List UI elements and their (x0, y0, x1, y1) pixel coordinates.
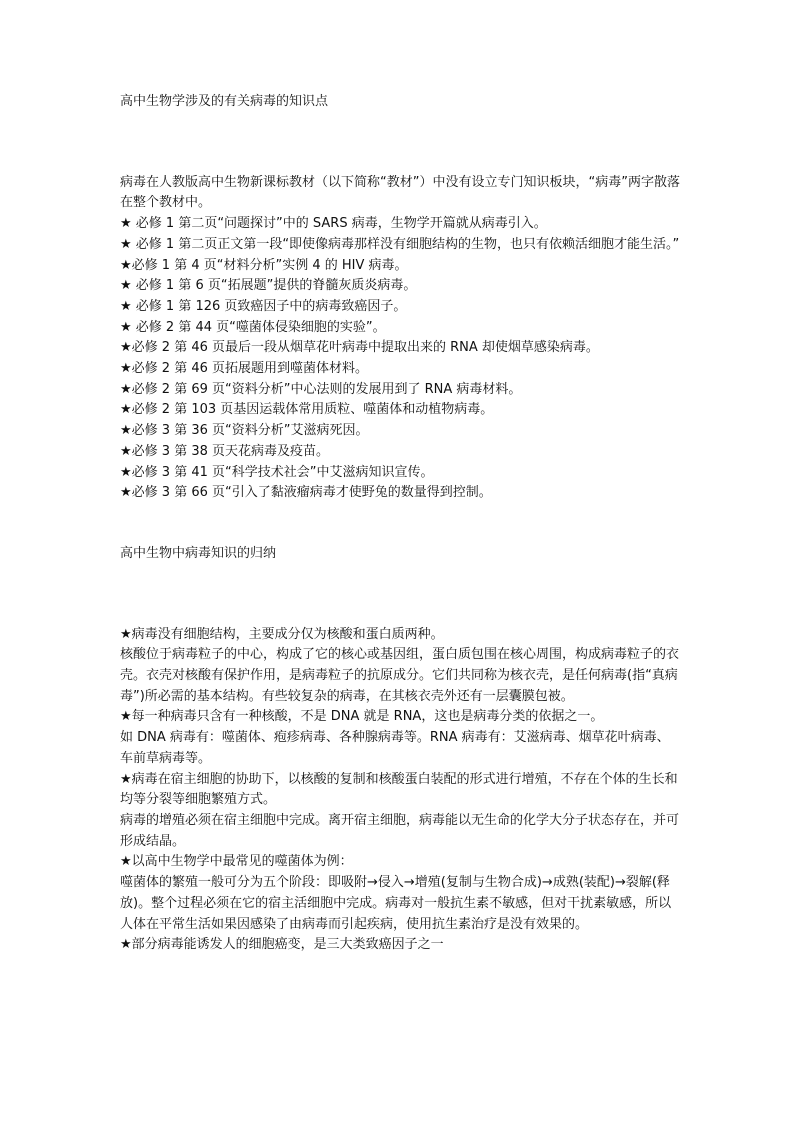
virus-knowledge-section (120, 625, 680, 956)
list-item: ★ 必修 1 第二页正文第一段“即使像病毒那样没有细胞结构的生物，也只有依赖活细胞才能生活。” (120, 236, 680, 252)
list-item: ★ 必修 1 第二页“问题探讨”中的 SARS 病毒，生物学开篇就从病毒引入。 (120, 216, 547, 232)
list-item: ★病毒在宿主细胞的协助下，以核酸的复制和核酸蛋白装配的形式进行增殖，不存在个体的生长和均等分裂等细胞繁殖方式。 (120, 771, 678, 808)
paragraph: 噬菌体的繁殖一般可分为五个阶段：即吸附→侵入→增殖(复制与生物合成)→成熟(装配)→裂解(释放)。整个过程必须在它的宿主活细胞中完成。病毒对一般抗生素不敏感，但对干扰素敏感，所以人体在平常生活如果因感染了由病毒而引起疾病，使用抗生素治疗是没有效果的。 (120, 875, 672, 932)
document-body (120, 92, 680, 956)
list-item: ★必修 2 第 46 页最后一段从烟草花叶病毒中提取出来的 RNA 却使烟草感染病毒。 (120, 340, 599, 356)
list-item: ★必修 1 第 4 页“材料分析”实例 4 的 HIV 病毒。 (120, 257, 408, 273)
paragraph: 如 DNA 病毒有：噬菌体、疱疹病毒、各种腺病毒等。RNA 病毒有：艾滋病毒、烟草花叶病毒、车前草病毒等。 (120, 730, 670, 766)
list-item: ★以高中生物学中最常见的噬菌体为例： (120, 854, 353, 870)
section-heading: 高中生物中病毒知识的归纳 (120, 545, 277, 561)
paragraph: 核酸位于病毒粒子的中心，构成了它的核心或基因组，蛋白质包围在核心周围，构成病毒粒子的衣壳。衣壳对核酸有保护作用，是病毒粒子的抗原成分。它们共同称为核衣壳，是任何病毒(指“真病毒”)所必需的基本结构。有些较复杂的病毒，在其核衣壳外还有一层囊膜包被。 (120, 647, 680, 704)
list-item: ★ 必修 1 第 6 页“拓展题”提供的脊髓灰质炎病毒。 (120, 278, 417, 294)
list-item: ★每一种病毒只含有一种核酸，不是 DNA 就是 RNA，这也是病毒分类的依据之一。 (120, 709, 604, 725)
list-item: ★必修 3 第 41 页“科学技术社会”中艾滋病知识宣传。 (120, 464, 434, 480)
list-item: ★ 必修 2 第 44 页“噬菌体侵染细胞的实验”。 (120, 319, 386, 335)
document-title: 高中生物学涉及的有关病毒的知识点 (120, 94, 329, 109)
textbook-references-section (120, 173, 680, 504)
list-item: ★必修 3 第 66 页“引入了黏液瘤病毒才使野兔的数量得到控制。 (120, 485, 492, 501)
paragraph: 病毒在人教版高中生物新课标教材（以下简称“教材”）中没有设立专门知识板块，“病毒”两字散落在整个教材中。 (120, 174, 680, 211)
list-item: ★必修 2 第 69 页“资料分析”中心法则的发展用到了 RNA 病毒材料。 (120, 381, 522, 397)
list-item: ★必修 2 第 103 页基因运载体常用质粒、噬菌体和动植物病毒。 (120, 402, 494, 418)
paragraph: 病毒的增殖必须在宿主细胞中完成。离开宿主细胞，病毒能以无生命的化学大分子状态存在，并可形成结晶。 (120, 812, 680, 849)
list-item: ★ 必修 1 第 126 页致癌因子中的病毒致癌因子。 (120, 298, 407, 314)
list-item: ★必修 3 第 36 页“资料分析”艾滋病死因。 (120, 423, 369, 439)
list-item: ★必修 2 第 46 页拓展题用到噬菌体材料。 (120, 361, 368, 377)
list-item: ★部分病毒能诱发人的细胞癌变，是三大类致癌因子之一 (120, 937, 444, 953)
list-item: ★病毒没有细胞结构，主要成分仅为核酸和蛋白质两种。 (120, 626, 444, 642)
list-item: ★必修 3 第 38 页天花病毒及疫苗。 (120, 443, 329, 459)
